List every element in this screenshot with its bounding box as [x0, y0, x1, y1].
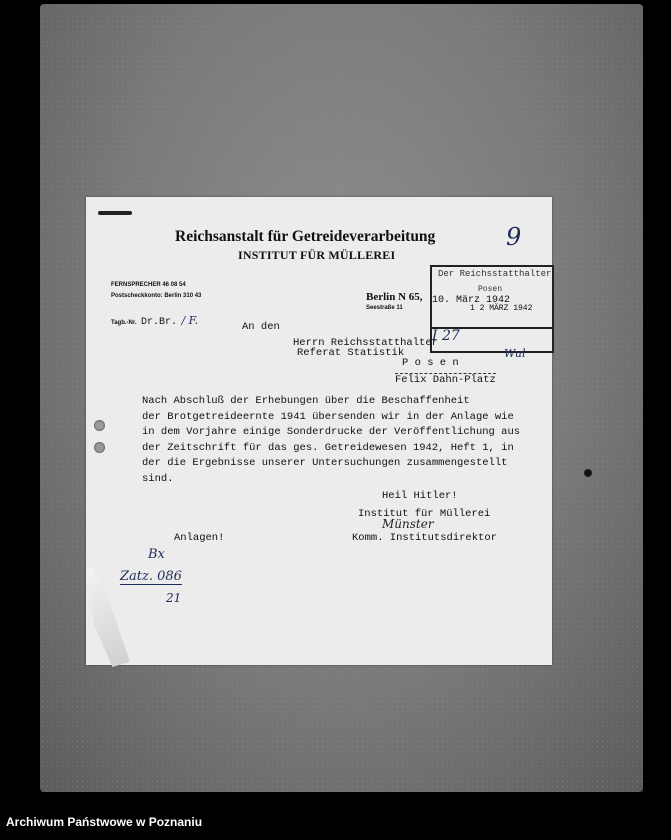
- sender-city: Berlin N 65,: [366, 291, 423, 303]
- journal-value: Dr.Br.: [141, 317, 178, 328]
- folio-number: 9: [506, 223, 522, 251]
- closing-institute: Institut für Müllerei: [358, 508, 491, 520]
- punch-hole-bottom: [94, 442, 105, 453]
- stamp-initials: Wul: [504, 347, 526, 360]
- staple-mark: [98, 211, 132, 215]
- letterhead-institute: INSTITUT FÜR MÜLLEREI: [238, 248, 396, 262]
- journal-hand: / F.: [181, 314, 199, 327]
- handwritten-num: 21: [166, 591, 182, 605]
- handwritten-mark: Bx: [148, 547, 165, 562]
- recipient-line2: Referat Statistik: [297, 347, 405, 359]
- punch-hole-top: [94, 420, 105, 431]
- recipient-line1: Herrn Reichsstatthalter: [293, 337, 438, 349]
- stamp-number: I 27: [432, 328, 460, 344]
- recipient-street: Felix Dahn-Platz: [395, 374, 496, 386]
- postal-check-account: Postscheckkonto: Berlin 310 43: [111, 293, 202, 299]
- sender-street: Seestraße 11: [366, 305, 403, 311]
- journal-number: [111, 311, 198, 329]
- letter-body: Nach Abschluß der Erhebungen über die Beschaffenheit der Brotgetreideernte 1941 übersenden wir in der Anlage wie in dem Vorjahre einige Sonderdrucke der Veröffentlichung aus der Zeitschrift für das ges. Getreidewesen 1942, Heft 1, in der die Ergebnisse unserer Untersuchungen zusammengestellt sind.: [142, 395, 521, 485]
- signature: Münster: [382, 517, 434, 531]
- handwritten-ref: Zatz. 086: [120, 569, 182, 584]
- archive-footer: Archiwum Państwowe w Poznaniu: [6, 815, 203, 829]
- closing-title: Komm. Institutsdirektor: [352, 532, 497, 544]
- recipient-city: P o s e n: [402, 357, 459, 369]
- letter-date: 10. März 1942: [432, 295, 511, 306]
- enclosures-label: Anlagen!: [174, 532, 225, 544]
- recipient-to: An den: [242, 321, 280, 333]
- stamp-authority: Der Reichsstatthalter: [438, 269, 552, 279]
- letter-sheet: [86, 197, 552, 665]
- phone-number: FERNSPRECHER 46 08 54: [111, 282, 186, 288]
- journal-label: Tagb.-Nr.: [111, 320, 137, 326]
- closing-greeting: Heil Hitler!: [382, 490, 458, 502]
- letterhead-org: Reichsanstalt für Getreideverarbeitung: [175, 228, 436, 245]
- stamp-city: Posen: [478, 285, 503, 294]
- stamp-received-date: 1 2 MÄRZ 1942: [470, 304, 533, 313]
- backing-hole: [584, 469, 592, 477]
